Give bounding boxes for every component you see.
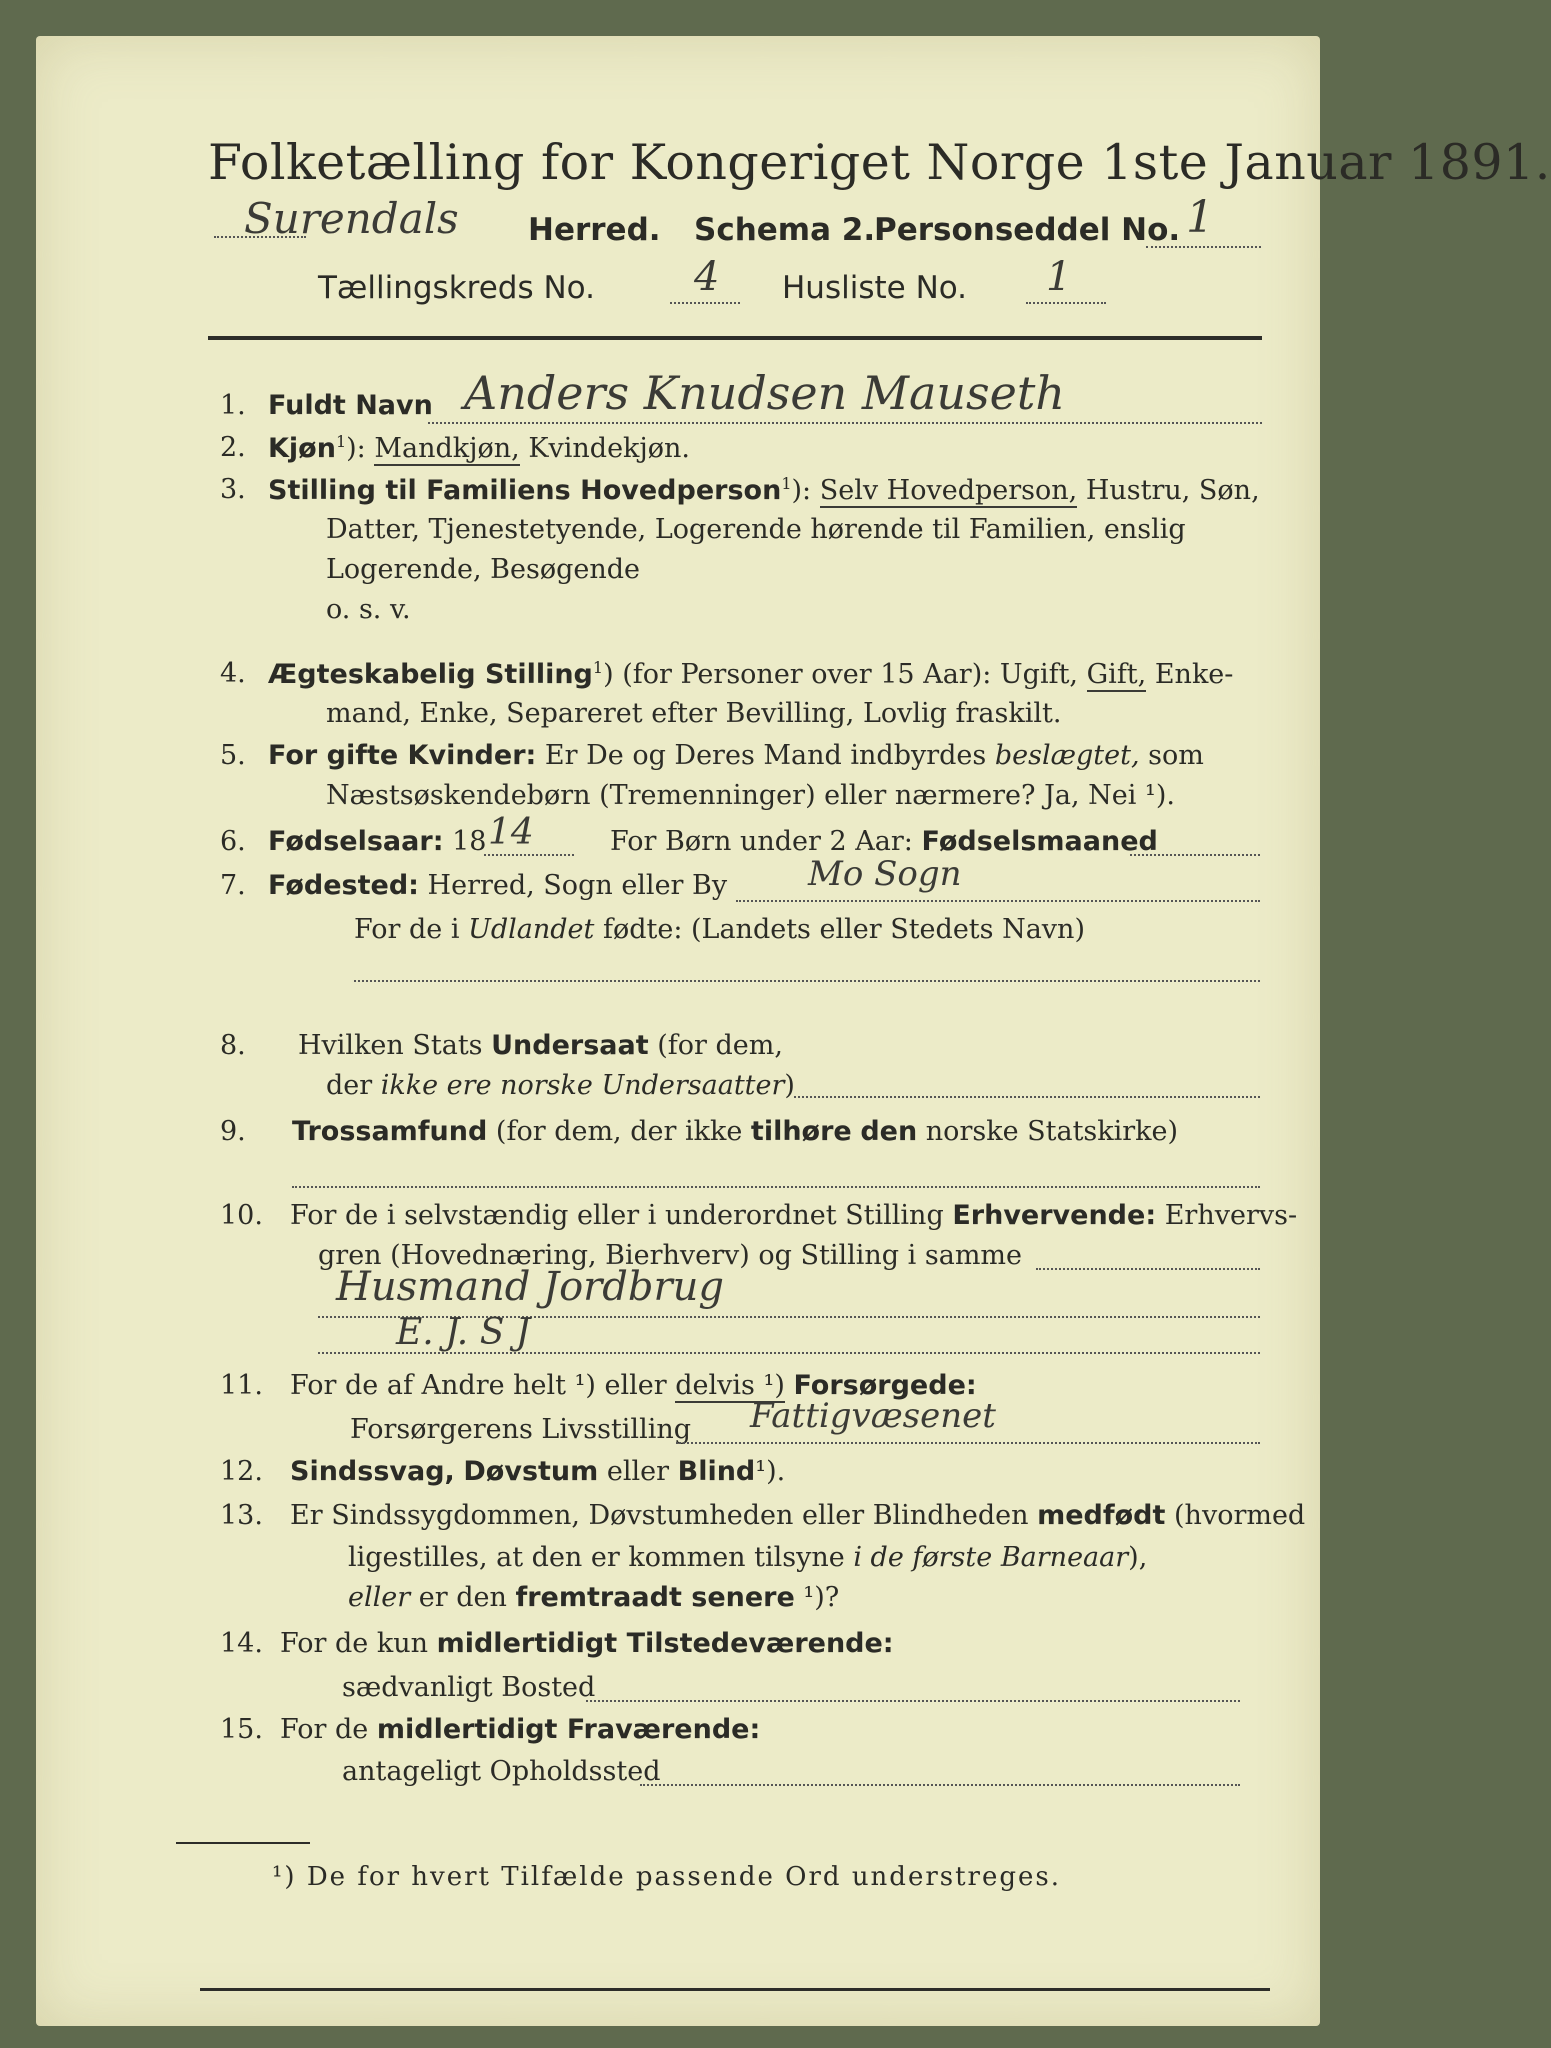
married-women-italic: beslægtet, [994, 740, 1140, 771]
deaf-label: Døvstum [463, 1456, 599, 1487]
occupation-value: Husmand Jordbrug [336, 1264, 724, 1310]
item-number: 9. [220, 1116, 246, 1147]
religion-note-b: norske Statskirke) [925, 1116, 1179, 1147]
blind-label: Blind [677, 1456, 756, 1487]
family-position-options-2: Datter, Tjenestetyende, Logerende hørende til Familien, enslig [326, 514, 1186, 545]
or-text: eller [606, 1456, 670, 1487]
husliste-value: 1 [1046, 254, 1072, 300]
item-number: 3. [220, 474, 246, 505]
condition-line2-italic: i de første Barneaar [853, 1542, 1129, 1573]
census-form-sheet: Folketælling for Kongeriget Norge 1ste Januar 1891. Surendals Herred. Schema 2. Personseddel No. 1 Tællingskreds No. 4 Husliste No. 1 1. Fuldt Navn Anders Knudsen Mauseth 2. Kjøn$^1$): Mandkjøn, Kvindekjøn. 3. Stilling til Familiens Hovedperson$^1$): Selv Hovedperson, Hustru, Søn, Datter, Tjenestetyende, Logerende hørende til Familien, enslig Logerende, Besøgende o. s. v. 4. Ægteskabelig Stilling$^1$) (for Personer over 15 Aar): Ugift, Gift, Enke- mand, Enke, Separeret efter Bevilling, Lovlig fraskilt. 5. For gifte Kvinder: Er De og Deres Mand indbyrdes beslægtet, som Næstsøskendebørn (Tremenninger) eller nærmere? Ja, Nei ¹). 6. Fødselsaar: 18 14 For Børn under 2 Aar: Fødselsmaaned 7. Fødested: Herred, Sogn eller By Mo Sogn For de i Udlandet fødte: (Landets eller Stedets Navn) 8. Hvilken Stats Undersaat (for dem, der ikke ere norske Undersaatter) 9. Trossamfund (for dem, der ikke tilhøre den norske Statskirke) 10. For de i selvstændig eller i underordnet Stilling Erhvervende: Erhvervs- gren (Hovednæring, Bierhverv) og Stilling i samme Husmand Jordbrug E. J. S J 11. For de af Andre helt ¹) eller delvis ¹) Forsørgede: Forsørgerens Livsstilling Fattigvæsenet 12. Sindssvag, Døvstum eller Blind¹). 13. Er Sindssygdommen, Døvstumheden eller Blindheden medfødt (hvormed ligestilles, at den er kommen tilsyne i de første Barneaar), eller er den fremtraadt senere ¹)? 14. For de kun midlertidigt Tilstedeværende: sædvanligt Bosted 15. For de midlertidigt Fraværende: antageligt Opholdssted ¹) De for hvert Tilfælde passende Ord understreges. [36, 36, 1320, 2026]
item-number: 13. [220, 1500, 263, 1531]
item-number: 7. [220, 870, 246, 901]
dotted-leader [484, 854, 574, 856]
religion-note: (for dem, der ikke [495, 1116, 743, 1147]
dotted-leader [428, 422, 1262, 424]
sex-selected: Mandkjøn, [374, 433, 520, 464]
item-number: 8. [220, 1030, 246, 1061]
presumed-residence-label: antageligt Opholdssted [342, 1756, 661, 1787]
marital-status-options: (for Personer over 15 Aar): Ugift, [622, 659, 1079, 690]
kreds-label: Tællingskreds No. [318, 270, 595, 306]
dotted-leader [676, 1442, 1260, 1444]
form-title: Folketælling for Kongeriget Norge 1ste Januar 1891. [208, 134, 1551, 191]
item-number: 1. [220, 390, 246, 421]
footnote-ref: 1 [335, 432, 347, 451]
occupation-question-2: gren (Hovednæring, Bierhverv) og Stilling i samme [318, 1240, 1023, 1271]
religion-label: Trossamfund [292, 1116, 488, 1147]
condition-line2-a: ligestilles, at den er kommen tilsyne [348, 1542, 845, 1573]
sex-option: Kvindekjøn. [528, 433, 691, 464]
dotted-leader [640, 1784, 1240, 1786]
kreds-value: 4 [694, 254, 720, 300]
marital-status-options-2: mand, Enke, Separeret efter Bevilling, Lovlig fraskilt. [326, 698, 1062, 729]
dotted-leader [1130, 854, 1260, 856]
insane-label: Sindssvag, [290, 1456, 455, 1487]
later-onset-label: fremtraadt senere [515, 1582, 795, 1613]
religion-bold-b: den [860, 1116, 918, 1147]
usual-residence-label: sædvanligt Bosted [342, 1672, 596, 1703]
condition-line2-b: ), [1128, 1542, 1148, 1573]
supported-label: Forsørgede: [793, 1370, 977, 1401]
citizenship-question-b: (for dem, [657, 1030, 783, 1061]
marital-status-label: Ægteskabelig Stilling [268, 659, 593, 690]
congenital-label: medfødt [1037, 1500, 1166, 1531]
birth-month-note: For Børn under 2 Aar: [610, 826, 913, 857]
birthplace-label: Fødested: [268, 870, 419, 901]
married-women-question-b: som [1148, 740, 1204, 771]
dotted-leader [1026, 302, 1106, 304]
birth-year-label: Fødselsaar: [268, 826, 444, 857]
footnote-text: ¹) De for hvert Tilfælde passende Ord understreges. [272, 1862, 1062, 1892]
herred-label: Herred. [528, 212, 661, 248]
birth-month-label: Fødselsmaaned [921, 826, 1158, 857]
item-number: 15. [220, 1714, 263, 1745]
footnote-rule [176, 1842, 310, 1844]
dotted-leader [670, 302, 740, 304]
personseddel-value: 1 [1186, 192, 1214, 243]
temporary-absent-question: For de [280, 1714, 369, 1745]
dotted-leader [318, 1352, 1260, 1354]
abroad-italic: Udlandet [468, 914, 595, 945]
condition-line3-italic: eller [348, 1582, 411, 1613]
temporary-present-label: midlertidigt Tilstedeværende: [436, 1628, 894, 1659]
religion-bold-a: tilhøre [750, 1116, 852, 1147]
birthplace-value: Mo Sogn [808, 854, 962, 894]
schema-label: Schema 2. [694, 212, 876, 248]
occupation-question: For de i selvstændig eller i underordnet Stilling [290, 1200, 944, 1231]
condition-line3-b: ¹)? [803, 1582, 840, 1613]
birth-year-value: 14 [488, 812, 534, 853]
married-women-label: For gifte Kvinder: [268, 740, 537, 771]
citizenship-italic: ikke ere norske Undersaatter [380, 1070, 785, 1101]
personseddel-label: Personseddel No. [874, 212, 1181, 248]
dotted-leader [736, 900, 1260, 902]
occupation-code: E. J. S J [396, 1312, 531, 1353]
item-number: 4. [220, 658, 246, 689]
family-position-options-3: Logerende, Besøgende [326, 554, 640, 585]
condition-line3-a: er den [418, 1582, 507, 1613]
birthplace-question: Herred, Sogn eller By [427, 870, 728, 901]
header-rule [208, 336, 1262, 340]
item-number: 10. [220, 1200, 263, 1231]
dotted-leader [586, 1700, 1240, 1702]
birth-year-prefix: 18 [452, 826, 487, 857]
item-number: 5. [220, 740, 246, 771]
dotted-leader [794, 1096, 1260, 1098]
married-women-question: Er De og Deres Mand indbyrdes [544, 740, 987, 771]
condition-question-b: (hvormed [1174, 1500, 1306, 1531]
supporter-occupation-label: Forsørgerens Livsstilling [350, 1414, 692, 1445]
married-women-question-2: Næstsøskendebørn (Tremenninger) eller nærmere? Ja, Nei ¹). [326, 780, 1175, 811]
temporary-present-question: For de kun [280, 1628, 428, 1659]
dotted-leader [354, 980, 1260, 982]
item-number: 6. [220, 826, 246, 857]
dotted-leader [1146, 246, 1261, 248]
citizenship-note-a: der [326, 1070, 373, 1101]
herred-value: Surendals [244, 194, 459, 243]
sex-label: Kjøn [268, 433, 336, 464]
family-position-options-4: o. s. v. [326, 594, 411, 625]
dotted-leader [292, 1186, 1260, 1188]
supporter-occupation-value: Fattigvæsenet [750, 1396, 996, 1436]
bottom-rule [200, 1988, 1270, 1991]
marital-status-options-b: Enke- [1154, 659, 1234, 690]
full-name-label: Fuldt Navn [268, 390, 433, 421]
dotted-leader [1036, 1268, 1260, 1270]
abroad-question-a: For de i [354, 914, 460, 945]
citizenship-question: Hvilken Stats [298, 1030, 483, 1061]
item-number: 11. [220, 1370, 263, 1401]
occupation-question-b: Erhvervs- [1164, 1200, 1298, 1231]
condition-question: Er Sindssygdommen, Døvstumheden eller Blindheden [290, 1500, 1029, 1531]
footnote-ref: 1 [592, 658, 604, 677]
supported-question: For de af Andre helt ¹) eller [290, 1370, 667, 1401]
item-number: 14. [220, 1628, 263, 1659]
husliste-label: Husliste No. [782, 270, 968, 306]
item-number: 2. [220, 432, 246, 463]
marital-status-selected: Gift, [1086, 659, 1147, 690]
full-name-value: Anders Knudsen Mauseth [464, 366, 1065, 420]
footnote-ref: ¹). [755, 1456, 786, 1487]
footnote-ref: 1 [781, 474, 792, 493]
family-position-label: Stilling til Familiens Hovedperson [268, 475, 782, 506]
citizenship-label: Undersaat [491, 1030, 649, 1061]
family-position-options: Hustru, Søn, [1085, 475, 1260, 506]
item-number: 12. [220, 1456, 263, 1487]
temporary-absent-label: midlertidigt Fraværende: [376, 1714, 761, 1745]
family-position-selected: Selv Hovedperson, [819, 475, 1078, 506]
supported-selected: delvis ¹) [675, 1370, 785, 1401]
abroad-question-b: fødte: (Landets eller Stedets Navn) [602, 914, 1085, 945]
citizenship-note-b: ) [784, 1070, 795, 1101]
occupation-label: Erhvervende: [952, 1200, 1157, 1231]
